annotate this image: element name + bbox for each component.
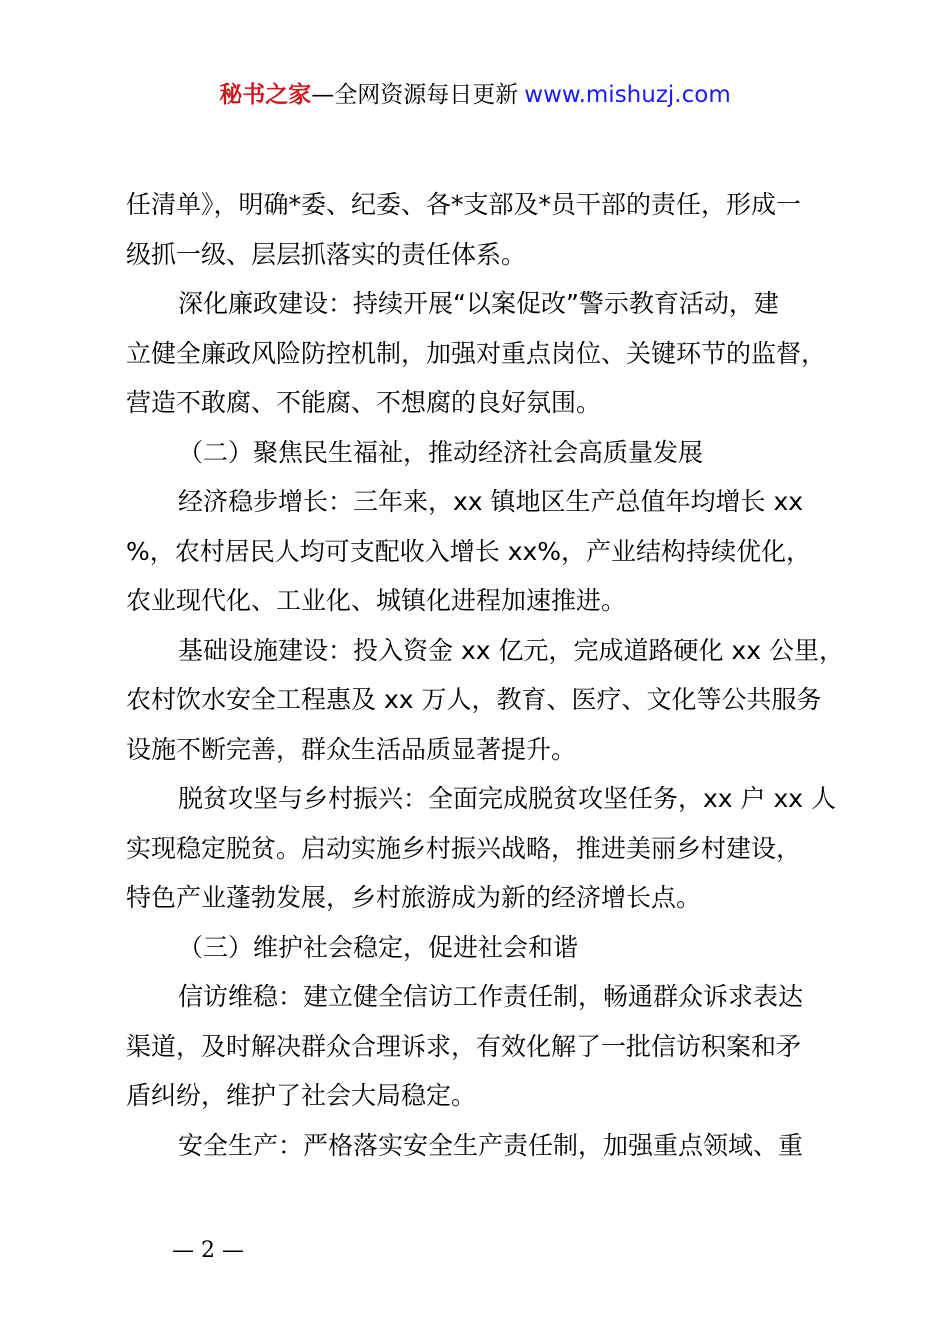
text-line-9: 农业现代化、工业化、城镇化进程加速推进。 <box>126 586 627 615</box>
text-line-11: 农村饮水安全工程惠及 xx 万人，教育、医疗、文化等公共服务 <box>126 685 822 714</box>
text-line-20: 安全生产：严格落实安全生产责任制，加强重点领域、重 <box>178 1130 804 1160</box>
text-line-12: 设施不断完善，群众生活品质显著提升。 <box>126 734 577 764</box>
brand-name: 秘书之家 <box>219 82 312 108</box>
section-heading-2: （二）聚焦民生福祉，推动经济社会高质量发展 <box>178 437 704 467</box>
section-heading-3: （三）维护社会稳定，促进社会和谐 <box>178 932 579 962</box>
text-line-1: 任清单》，明确*委、纪委、各*支部及*员干部的责任，形成一 <box>126 190 802 219</box>
text-line-3: 深化廉政建设：持续开展“以案促改”警示教育活动，建 <box>178 289 779 318</box>
text-line-19: 盾纠纷，维护了社会大局稳定。 <box>126 1081 477 1110</box>
text-line-13: 脱贫攻坚与乡村振兴：全面完成脱贫攻坚任务，xx 户 xx 人 <box>178 784 837 813</box>
site-banner <box>0 78 950 112</box>
text-line-10: 基础设施建设：投入资金 xx 亿元，完成道路硬化 xx 公里， <box>178 635 844 665</box>
text-line-8: %，农村居民人均可支配收入增长 xx%，产业结构持续优化， <box>126 536 812 566</box>
text-line-7: 经济稳步增长：三年来，xx 镇地区生产总值年均增长 xx <box>178 487 804 516</box>
text-line-2: 级抓一级、层层抓落实的责任体系。 <box>126 239 527 269</box>
banner-tagline: —全网资源每日更新 <box>311 82 519 108</box>
website-link[interactable]: www.mishuzj.com <box>524 82 731 108</box>
text-line-4: 立健全廉政风险防控机制，加强对重点岗位、关键环节的监督， <box>126 338 827 368</box>
text-line-5: 营造不敢腐、不能腐、不想腐的良好氛围。 <box>126 388 602 417</box>
text-line-17: 信访维稳：建立健全信访工作责任制，畅通群众诉求表达 <box>178 982 804 1011</box>
document-body <box>126 180 844 1170</box>
page-number: — 2 — <box>172 1238 244 1263</box>
text-line-18: 渠道，及时解决群众合理诉求，有效化解了一批信访积案和矛 <box>126 1031 802 1061</box>
text-line-14: 实现稳定脱贫。启动实施乡村振兴战略，推进美丽乡村建设， <box>126 833 802 863</box>
text-line-15: 特色产业蓬勃发展，乡村旅游成为新的经济增长点。 <box>126 883 702 912</box>
